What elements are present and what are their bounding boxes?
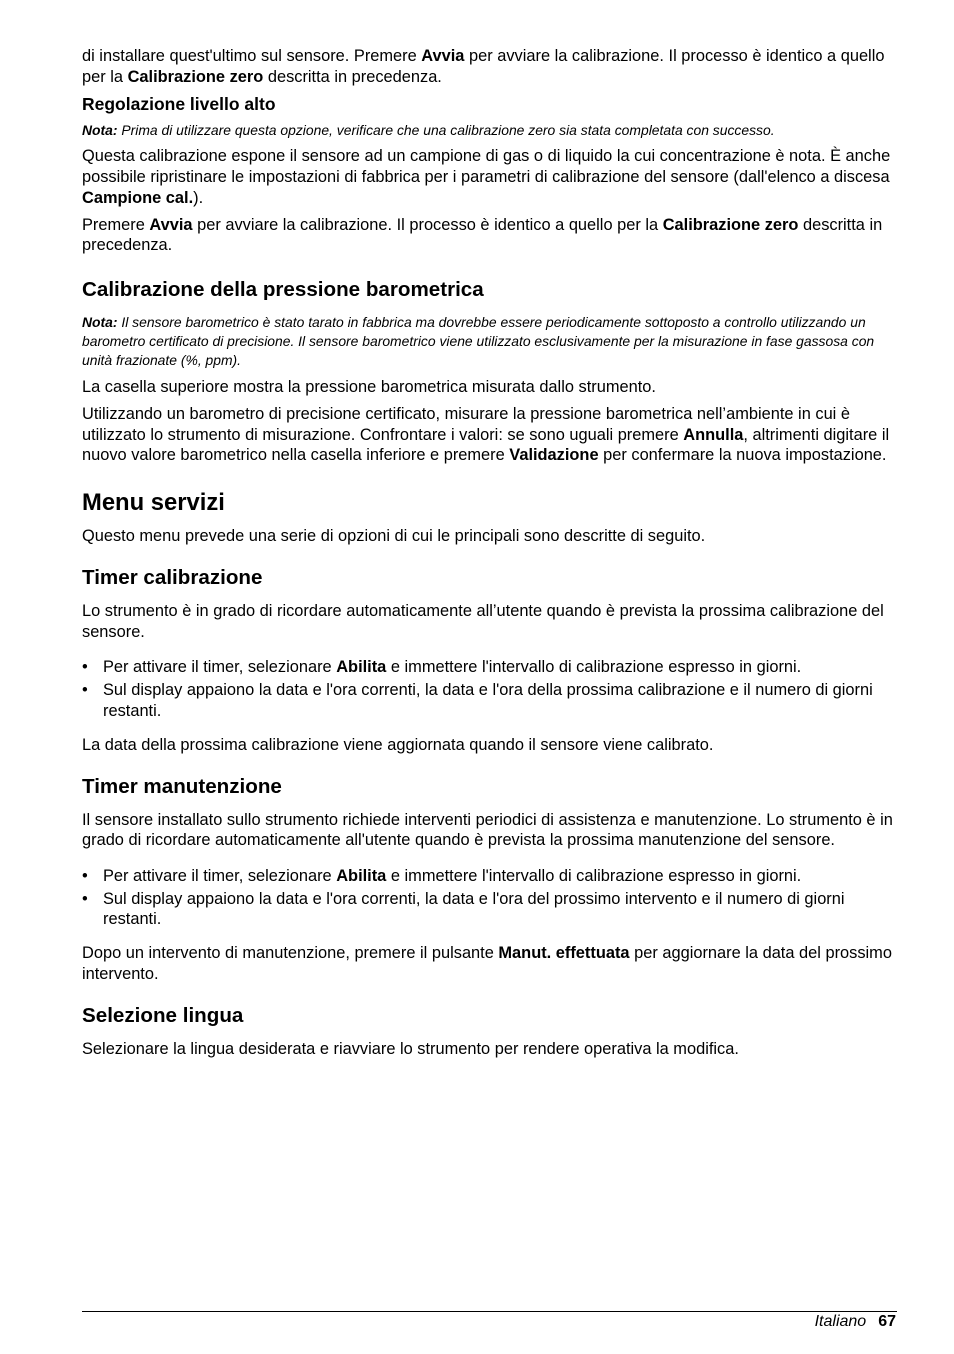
- list-item: [82, 680, 897, 721]
- text-run: per avviare la calibrazione. Il processo è identico a quello per la: [82, 47, 885, 86]
- bullet-icon: •: [82, 866, 88, 885]
- subsection-heading: Selezione lingua: [82, 1004, 244, 1028]
- bullet-icon: •: [82, 681, 88, 700]
- text-run: per aggiornare la data del prossimo intervento.: [82, 944, 892, 983]
- page-body: [82, 46, 897, 1066]
- text-run: Per attivare il timer, selezionare: [103, 658, 337, 676]
- text-run: e immettere l'intervallo di calibrazione espresso in giorni.: [386, 658, 802, 676]
- bold-term: Avvia: [421, 47, 465, 65]
- footer-language: Italiano: [814, 1313, 867, 1330]
- text-run: Sul display appaiono la data e l'ora correnti, la data e l'ora della prossima calibrazione e il numero di giorni restanti.: [103, 681, 873, 720]
- text-run: La casella superiore mostra la pressione barometrica misurata dallo strumento.: [82, 377, 656, 396]
- text-run: Lo strumento è in grado di ricordare automaticamente all’utente quando è prevista la prossima calibrazione del sensore.: [82, 602, 884, 641]
- text-run: per avviare la calibrazione. Il processo è identico a quello per la: [192, 215, 663, 234]
- text-run: ).: [193, 188, 204, 207]
- bullet-icon: •: [82, 658, 88, 676]
- spacer: [82, 553, 897, 566]
- spacer: [82, 262, 897, 278]
- bold-term: Calibrazione zero: [127, 67, 264, 86]
- spacer: [82, 932, 897, 943]
- page-number: 67: [878, 1313, 896, 1330]
- bullet-list: [82, 866, 897, 930]
- bold-term: Validazione: [509, 446, 599, 465]
- bold-term: Calibrazione zero: [662, 215, 799, 234]
- section-heading: Menu servizi: [82, 489, 225, 517]
- text-run: Dopo un intervento di manutenzione, premere il pulsante: [82, 944, 499, 963]
- paragraph: [82, 1039, 897, 1060]
- text-run: , altrimenti digitare il nuovo valore barometrico nella casella inferiore e premere: [82, 425, 890, 465]
- text-run: di installare quest'ultimo sul sensore. Premere: [82, 47, 422, 65]
- bold-term: Abilita: [336, 866, 387, 885]
- paragraph: [82, 601, 897, 642]
- spacer: [82, 649, 897, 657]
- bold-term: Annulla: [683, 425, 744, 444]
- text-run: Per attivare il timer, selezionare: [103, 866, 337, 885]
- text-run: Il sensore installato sullo strumento richiede interventi periodici di assistenza e manutenzione. Lo strumento è in grado di ricordare automaticamente all'utente quando è prevista la prossima manutenzione del sensore.: [82, 810, 893, 850]
- subsection-heading: Timer calibrazione: [82, 566, 263, 590]
- spacer: [82, 724, 897, 735]
- list-item: [82, 866, 897, 887]
- text-run: Il sensore barometrico è stato tarato in fabbrica ma dovrebbe essere periodicamente sottoposto a controllo utilizzando un barometro certificato di precisione. Il sensore barometrico viene utilizzato esclusivamente per la misurazione in fase gassosa con unità frazionate (%, ppm).: [82, 314, 875, 369]
- spacer: [82, 858, 897, 866]
- list-item: [82, 889, 897, 930]
- paragraph: [82, 404, 897, 466]
- text-run: descritta in precedenza.: [263, 67, 442, 86]
- paragraph: [82, 146, 897, 208]
- paragraph: [82, 526, 897, 547]
- paragraph: [82, 810, 897, 851]
- text-run: Sul display appaiono la data e l'ora correnti, la data e l'ora del prossimo intervento e il numero di giorni restanti.: [103, 889, 845, 929]
- bold-term: Campione cal.: [82, 188, 194, 207]
- note: [82, 313, 897, 369]
- note: [82, 121, 897, 140]
- footer-divider: [82, 1311, 897, 1312]
- spacer: [82, 991, 897, 1004]
- bold-term: Avvia: [149, 215, 193, 234]
- text-run: descritta in precedenza.: [82, 215, 883, 255]
- paragraph: [82, 215, 897, 256]
- paragraph: [82, 46, 897, 87]
- text-run: per confermare la nuova impostazione.: [598, 446, 887, 465]
- paragraph: [82, 943, 897, 984]
- subsection-heading: Calibrazione della pressione barometrica: [82, 278, 484, 302]
- text-run: e immettere l'intervallo di calibrazione espresso in giorni.: [386, 866, 802, 885]
- text-run: Selezionare la lingua desiderata e riavviare lo strumento per rendere operativa la modifica.: [82, 1040, 739, 1059]
- minor-heading: Regolazione livello alto: [82, 93, 276, 114]
- text-run: Premere: [82, 215, 150, 234]
- list-item: [82, 657, 897, 678]
- spacer: [82, 762, 897, 775]
- text-run: Questa calibrazione espone il sensore ad un campione di gas o di liquido la cui concentrazione è nota. È anche possibile ripristinare le impostazioni di fabbrica per i parametri di calibrazione del sensore (dall'elenco a discesa: [82, 147, 891, 187]
- bold-term: Manut. effettuata: [498, 944, 630, 963]
- spacer: [82, 472, 897, 489]
- bold-term: Nota:: [82, 121, 118, 138]
- paragraph: [82, 377, 897, 398]
- bullet-icon: •: [82, 889, 88, 908]
- text-run: Utilizzando un barometro di precisione certificato, misurare la pressione barometrica nell’ambiente in cui è utilizzato lo strumento di misurazione. Confrontare i valori: se sono uguali premere: [82, 404, 850, 444]
- text-run: Questo menu prevede una serie di opzioni di cui le principali sono descritte di seguito.: [82, 527, 706, 546]
- bullet-list: [82, 657, 897, 721]
- text-run: Prima di utilizzare questa opzione, verificare che una calibrazione zero sia stata completata con successo.: [117, 121, 775, 138]
- subsection-heading: Timer manutenzione: [82, 774, 282, 798]
- page-footer: [815, 1312, 896, 1332]
- text-run: La data della prossima calibrazione viene aggiornata quando il sensore viene calibrato.: [82, 735, 714, 754]
- bold-term: Nota:: [82, 314, 118, 331]
- paragraph: [82, 735, 897, 756]
- bold-term: Abilita: [336, 658, 387, 676]
